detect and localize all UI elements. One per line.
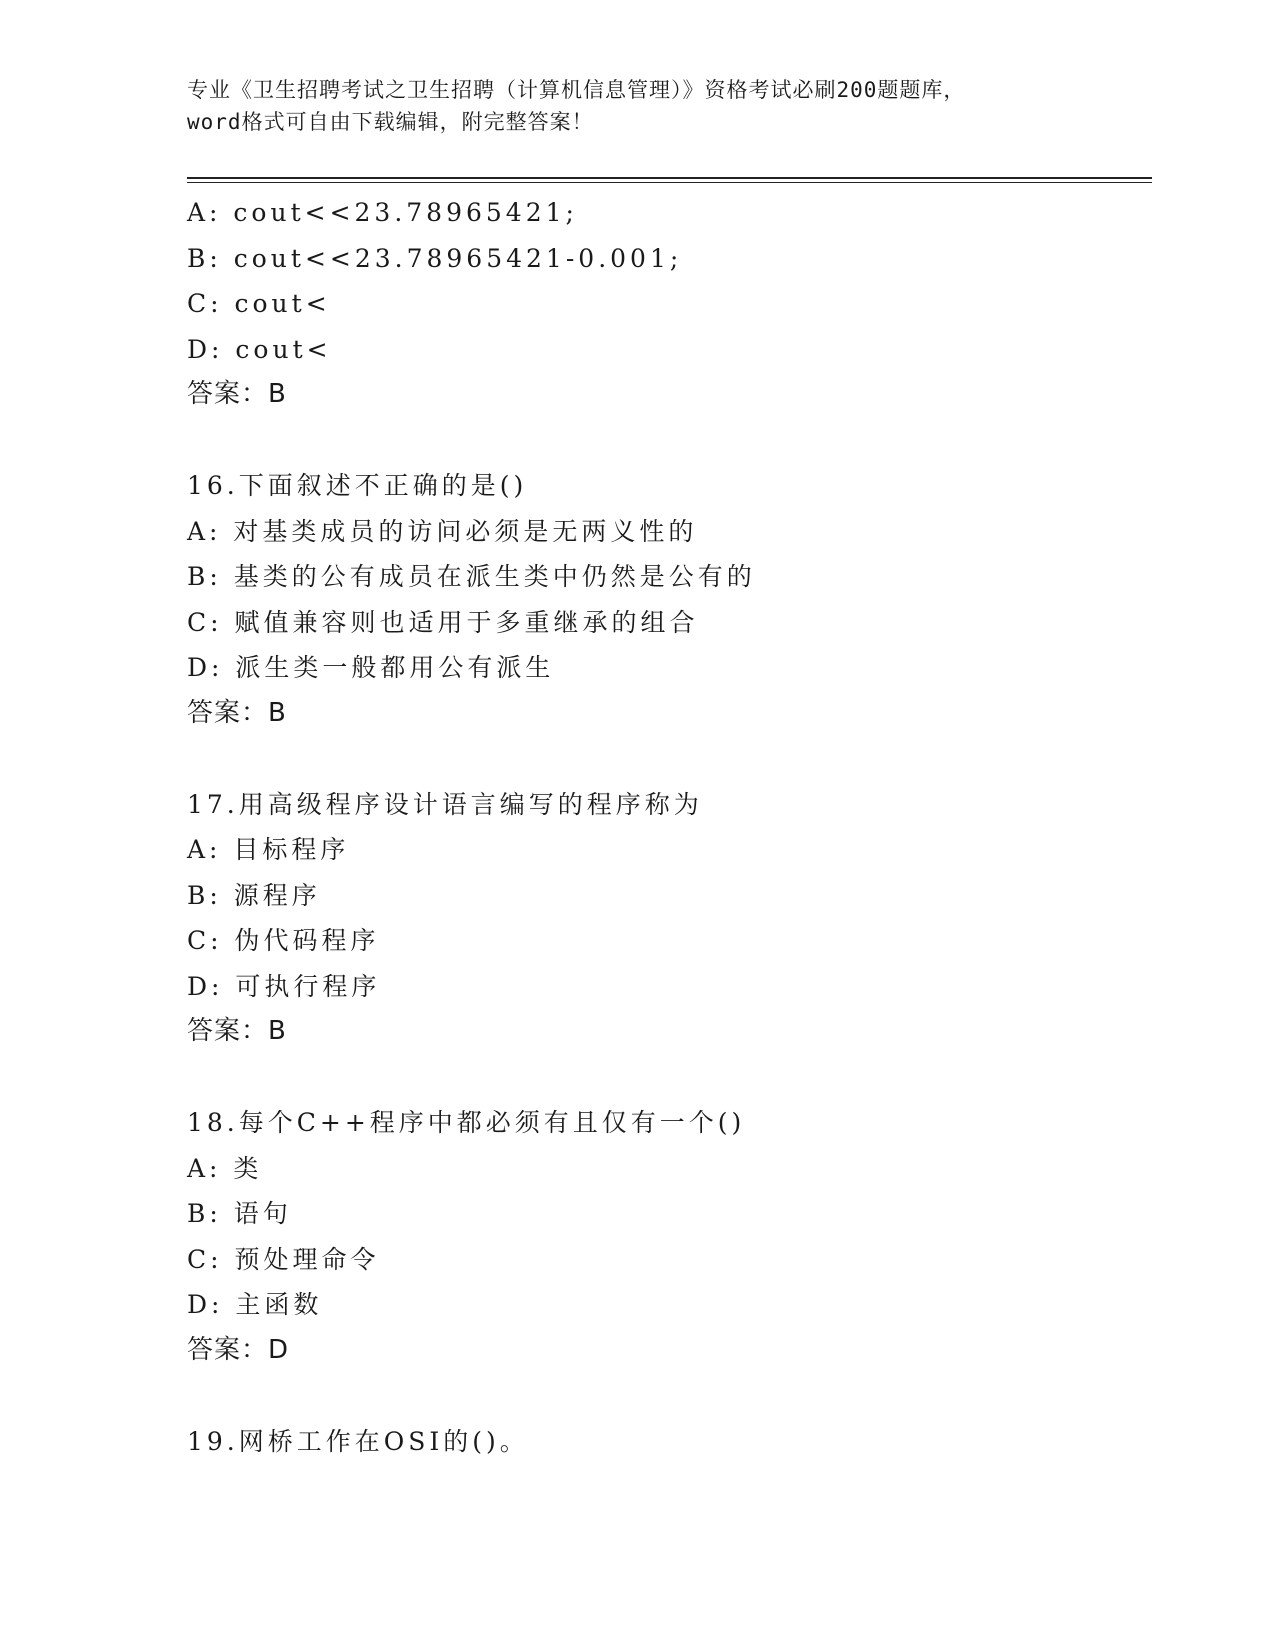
answer-line: 答案：B	[187, 1016, 287, 1046]
question-stem: 18.每个C++程序中都必须有且仅有一个()	[187, 1108, 746, 1137]
question-block-15	[187, 190, 1147, 418]
answer-line: 答案：B	[187, 379, 287, 409]
header-divider-thick	[187, 177, 1152, 179]
question-block-18	[187, 1100, 1147, 1373]
header-line-2: word格式可自由下载编辑，附完整答案！	[187, 110, 594, 134]
option-b: B: 语句	[187, 1199, 292, 1228]
spacer	[187, 1055, 1147, 1101]
question-stem: 19.网桥工作在OSI的()。	[187, 1426, 529, 1456]
option-c: C: 赋值兼容则也适用于多重继承的组合	[187, 607, 699, 637]
option-c: C: 预处理命令	[187, 1244, 380, 1274]
option-c: C: cout<	[187, 289, 331, 318]
option-d: D: cout<	[187, 334, 332, 364]
option-b: B: 基类的公有成员在派生类中仍然是公有的	[187, 562, 756, 591]
answer-line: 答案：D	[187, 1334, 290, 1365]
option-a: A: 对基类成员的访问必须是无两义性的	[187, 516, 698, 546]
question-stem: 16.下面叙述不正确的是()	[187, 471, 528, 500]
spacer	[187, 1373, 1147, 1419]
spacer	[187, 736, 1147, 782]
option-b: B: cout<<23.78965421-0.001;	[187, 243, 683, 273]
header-divider-thin	[187, 182, 1152, 183]
option-d: D: 主函数	[187, 1290, 323, 1319]
option-a: A: 类	[187, 1153, 263, 1183]
question-stem: 17.用高级程序设计语言编写的程序称为	[187, 789, 703, 819]
spacer	[187, 418, 1147, 464]
option-c: C: 伪代码程序	[187, 926, 380, 955]
option-d: D: 可执行程序	[187, 971, 381, 1001]
question-block-16	[187, 463, 1147, 736]
option-a: A: cout<<23.78965421;	[187, 198, 578, 227]
header-line-1: 专业《卫生招聘考试之卫生招聘（计算机信息管理）》资格考试必刷200题题库，	[187, 78, 966, 102]
option-b: B: 源程序	[187, 880, 321, 910]
question-block-17	[187, 782, 1147, 1055]
question-block-19	[187, 1419, 1147, 1465]
document-header	[187, 74, 1087, 138]
option-a: A: 目标程序	[187, 835, 350, 864]
option-d: D: 派生类一般都用公有派生	[187, 653, 555, 682]
answer-line: 答案：B	[187, 697, 287, 728]
question-list	[187, 190, 1147, 1464]
